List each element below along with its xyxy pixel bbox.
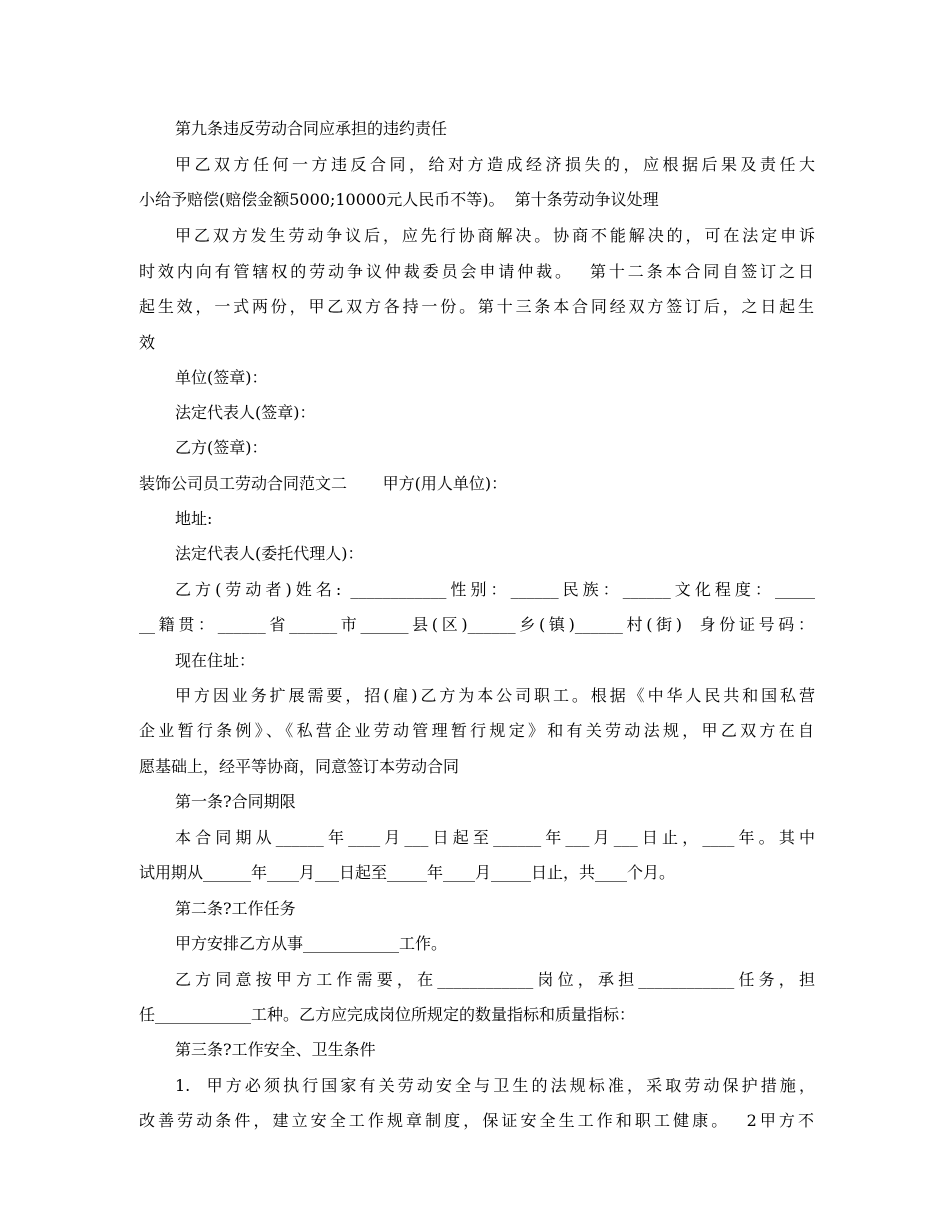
article-12-body-line: 起生效，一式两份，甲乙双方各持一份。第十三条本合同经双方签订后，之日起生 — [139, 297, 814, 316]
party-b-info-line-2: __籍贯：______省______市______县(区)______乡(镇)______村(街) 身份证号码： — [139, 615, 814, 634]
party-b-info-line-1: 乙方(劳动者)姓名: ____________性别：______民族：______文化程度：_____ — [175, 580, 815, 599]
article-2-body-line-2: 乙方同意按甲方工作需要，在____________岗位，承担____________任务，担 — [175, 970, 815, 989]
party-b-current-address: 现在住址： — [175, 651, 256, 670]
article-1-body-line-2: 试用期从______年____月___日起至_____年____月_____日止，共____个月。 — [139, 863, 676, 882]
preamble-line-1: 甲方因业务扩展需要，招(雇)乙方为本公司职工。根据《中华人民共和国私营 — [175, 686, 815, 705]
signature-party-b: 乙方(签章)： — [175, 438, 268, 457]
party-a-address: 地址: — [175, 509, 213, 528]
article-1-body-line-1: 本合同期从______年____月___日起至______年___月___日止，____年。其中 — [175, 828, 815, 847]
signature-unit: 单位(签章)： — [175, 368, 268, 387]
article-10-body-line-1: 甲乙双方发生劳动争议后，应先行协商解决。协商不能解决的，可在法定申诉 — [175, 226, 815, 245]
article-13-body-line: 效 — [139, 333, 156, 352]
article-10-body-line-2: 时效内向有管辖权的劳动争议仲裁委员会申请仲裁。 第十二条本合同自签订之日 — [139, 262, 814, 281]
article-3-heading: 第三条?工作安全、卫生条件 — [175, 1040, 376, 1059]
signature-legal-rep: 法定代表人(签章)： — [175, 403, 316, 422]
article-1-heading: 第一条?合同期限 — [175, 792, 296, 811]
article-3-body-line-2: 改善劳动条件，建立安全工作规章制度，保证安全生工作和职工健康。 2甲方不 — [139, 1111, 814, 1130]
article-2-body-line-1: 甲方安排乙方从事____________工作。 — [175, 934, 448, 953]
article-2-body-line-3: 任____________工种。乙方应完成岗位所规定的数量指标和质量指标： — [139, 1005, 636, 1024]
article-2-heading: 第二条?工作任务 — [175, 899, 296, 918]
article-9-body-line-1: 甲乙双方任何一方违反合同，给对方造成经济损失的，应根据后果及责任大 — [175, 155, 815, 174]
preamble-line-3: 愿基础上，经平等协商，同意签订本劳动合同 — [139, 757, 460, 776]
article-9-body-line-2: 小给予赔偿(赔偿金额5000;10000元人民币不等)。 第十条劳动争议处理 — [139, 190, 659, 209]
party-a-legal-rep: 法定代表人(委托代理人)： — [175, 544, 364, 563]
preamble-line-2: 企业暂行条例》、《私营企业劳动管理暂行规定》和有关劳动法规，甲乙双方在自 — [139, 721, 814, 740]
sample-two-title: 装饰公司员工劳动合同范文二 甲方(用人单位)： — [139, 474, 508, 493]
article-9-heading: 第九条违反劳动合同应承担的违约责任 — [175, 119, 448, 138]
article-3-body-line-1: 1. 甲方必须执行国家有关劳动安全与卫生的法规标准，采取劳动保护措施， — [175, 1076, 815, 1095]
